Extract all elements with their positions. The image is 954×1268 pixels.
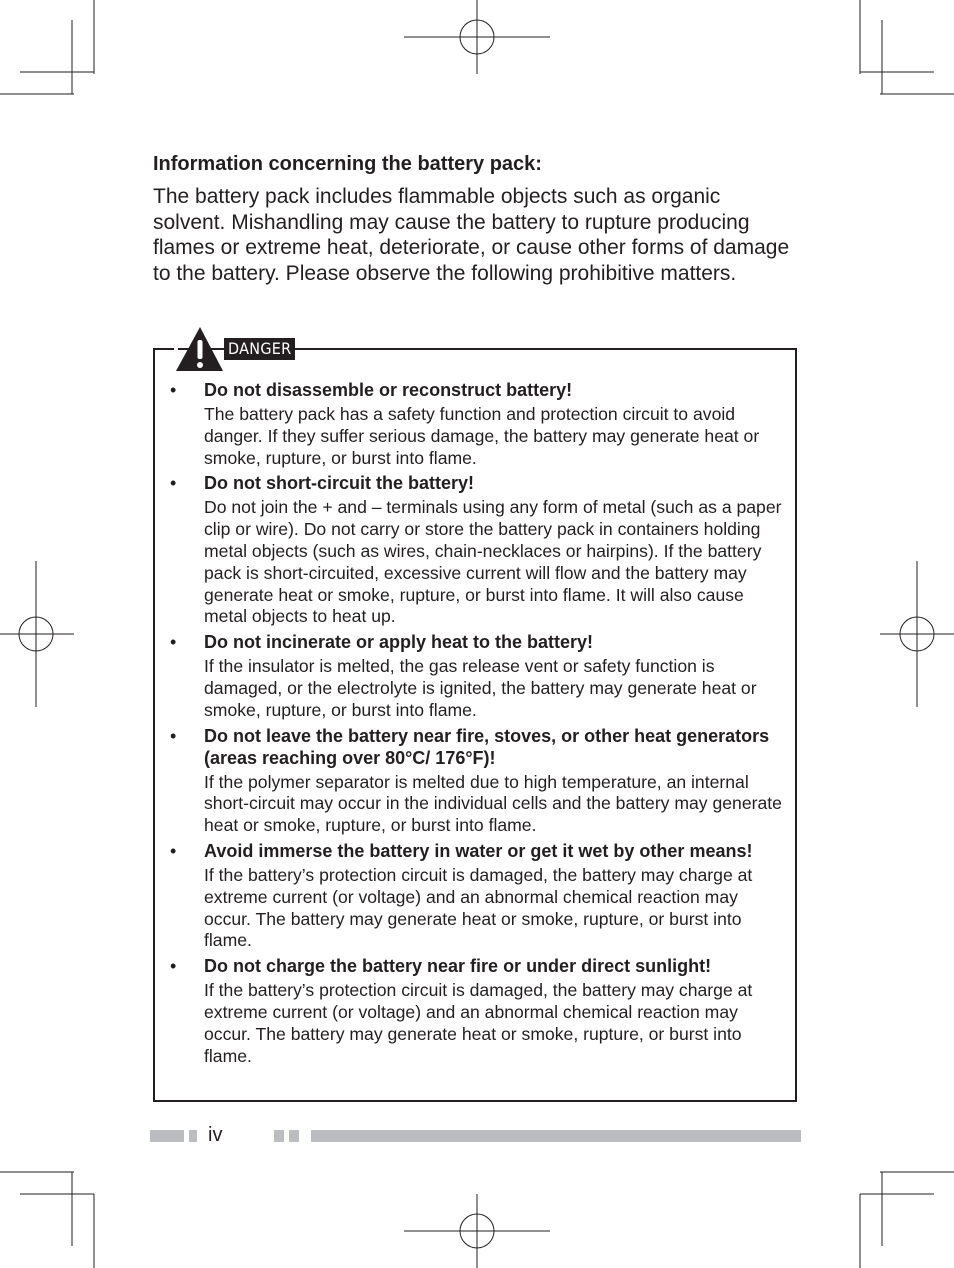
item-title: Do not short-circuit the battery!: [204, 473, 475, 494]
list-item: [170, 631, 782, 721]
bullet: •: [170, 725, 177, 746]
footer-bar-segment: [150, 1130, 184, 1142]
item-title: Do not disassemble or reconstruct battery!: [204, 380, 573, 400]
footer-bar-segment: [311, 1130, 801, 1142]
bullet: •: [170, 840, 177, 861]
footer-bar-segment: [289, 1130, 299, 1142]
item-body: The battery pack has a safety function and protection circuit to avoid danger. If they suffer serious damage, the battery may generate heat or smoke, rupture, or burst into flame.: [204, 404, 760, 468]
danger-header: [174, 326, 292, 372]
footer-bar-segment: [189, 1130, 197, 1142]
bullet: •: [170, 956, 177, 977]
list-item: [170, 840, 782, 952]
item-body: If the battery’s protection circuit is damaged, the battery may charge at extreme current (or voltage) and an abnormal chemical reaction may occur. The battery may generate heat or smoke, rupture, or burst into flame.: [204, 980, 753, 1066]
intro-paragraph: The battery pack includes flammable objects such as organic solvent. Mishandling may cause the battery to rupture producing flames or extreme heat, deteriorate, or cause other forms of damage to the battery. Please observe the following prohibitive matters.: [153, 185, 790, 285]
item-body: If the insulator is melted, the gas release vent or safety function is damaged, or the electrolyte is ignited, the battery may generate heat or smoke, rupture, or burst into flame.: [204, 656, 757, 720]
item-title: Do not leave the battery near fire, stoves, or other heat generators (areas reaching over 80°C/ 176°F)!: [204, 725, 770, 768]
item-title: Do not charge the battery near fire or under direct sunlight!: [204, 956, 712, 977]
danger-list: [170, 379, 782, 1070]
list-item: [170, 472, 782, 628]
list-item: [170, 955, 782, 1067]
footer-bar-segment: [274, 1130, 284, 1142]
list-item: [170, 725, 782, 837]
page-number: iv: [208, 1124, 223, 1146]
bullet: •: [170, 380, 177, 400]
danger-label: DANGER: [224, 338, 295, 360]
warning-triangle-icon: [174, 326, 224, 372]
bullet: •: [170, 632, 177, 653]
bullet: •: [170, 473, 177, 494]
item-body: If the battery’s protection circuit is damaged, the battery may charge at extreme current (or voltage) and an abnormal chemical reaction may occur. The battery may generate heat or smoke, rupture, or burst into flame.: [204, 864, 753, 951]
item-body: If the polymer separator is melted due to high temperature, an internal short-circuit may occur in the individual cells and the battery may generate heat or smoke, rupture, or burst into flame.: [204, 771, 782, 836]
page-footer: [0, 1122, 954, 1152]
item-body: Do not join the + and – terminals using any form of metal (such as a paper clip or wire). Do not carry or store the battery pack in containers holding metal objects (such as wires, chain-necklaces or hairpins). If the battery pack is short-circuited, excessive current will flow and the battery may generate heat or smoke, rupture, or burst into flame. It will also cause metal objects to heat up.: [204, 497, 782, 627]
item-title: Do not incinerate or apply heat to the battery!: [204, 632, 594, 653]
list-item: [170, 379, 782, 469]
section-heading: Information concerning the battery pack:: [153, 153, 542, 175]
item-title: Avoid immerse the battery in water or get it wet by other means!: [204, 840, 753, 861]
